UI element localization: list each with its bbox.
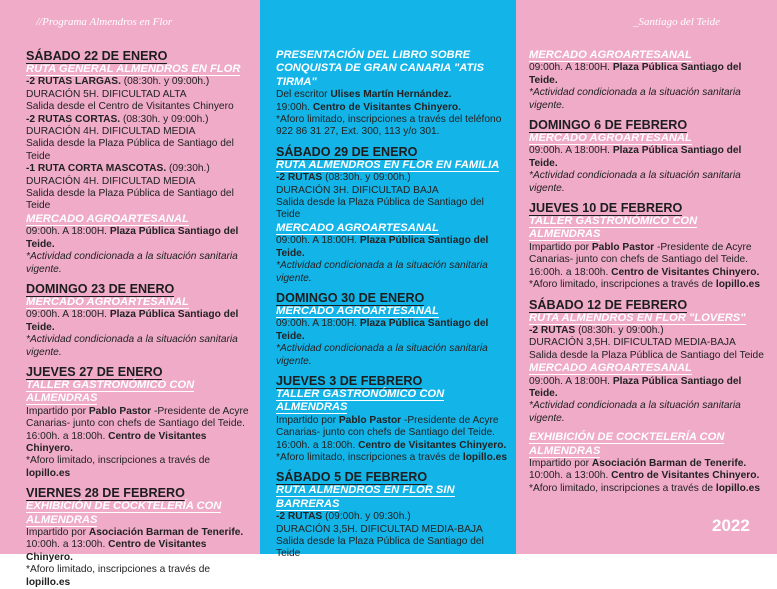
route-duration: DURACIÓN 4H. DIFICULTAD MEDIA — [26, 126, 196, 138]
day-30-enero — [276, 291, 510, 368]
book-presentation — [276, 49, 510, 139]
route-duration: DURACIÓN 4H. DIFICULTAD MEDIA — [26, 175, 196, 187]
event-host: Impartido por Pablo Pastor -Presidente de Acyre Canarias- junto con chefs de Santiago del Teide. — [529, 241, 752, 266]
event-time: 16:00h. a 18:00h. Centro de Visitantes Chinyero. — [26, 430, 207, 454]
event-title: RUTA ALMENDROS EN FLOR "LOVERS" — [529, 311, 746, 324]
event-registration: *Aforo limitado, inscripciones a través de lopillo.es — [26, 455, 211, 479]
event-title: RUTA ALMENDROS EN FLOR EN FAMILIA — [276, 158, 500, 171]
event-host: Impartido por Pablo Pastor -Presidente de Acyre Canarias- junto con chefs de Santiago del Teide. — [276, 414, 499, 439]
column-left — [0, 0, 260, 588]
route-line: -1 RUTA CORTA MASCOTAS. (09:30h.) — [26, 163, 210, 175]
date-heading: JUEVES 3 DE FEBRERO — [276, 373, 423, 388]
event-time: 19:00h. Centro de Visitantes Chinyero. — [276, 101, 461, 113]
market-continued — [529, 49, 771, 112]
day-29-enero — [276, 145, 510, 285]
event-time: 10:00h. a 13:00h. Centro de Visitantes Chinyero. — [26, 539, 207, 563]
cocktail-exhibition — [529, 431, 771, 495]
date-heading: JUEVES 10 DE FEBRERO — [529, 201, 683, 216]
sanitary-note: *Actividad condicionada a la situación sanitaria vigente. — [529, 400, 741, 424]
event-time: 10:00h. a 13:00h. Centro de Visitantes Chinyero. — [529, 470, 760, 482]
route-duration: DURACIÓN 5H. DIFICULTAD ALTA — [26, 88, 187, 100]
event-title: TALLER GASTRONÓMICO CON ALMENDRAS — [276, 387, 445, 414]
route-duration: DURACIÓN 3,5H. DIFICULTAD MEDIA-BAJA — [276, 523, 483, 535]
sanitary-note: *Actividad condicionada a la situación sanitaria vigente. — [276, 260, 488, 284]
day-6-febrero — [529, 118, 771, 195]
day-3-febrero — [276, 374, 510, 464]
event-title: TALLER GASTRONÓMICO CON ALMENDRAS — [529, 215, 698, 241]
column-right — [516, 0, 777, 554]
date-heading: DOMINGO 23 DE ENERO — [26, 281, 175, 296]
market-title: MERCADO AGROARTESANAL — [26, 212, 189, 225]
day-28-febrero — [26, 486, 252, 589]
header-location: _Santiago del Teide — [633, 16, 720, 28]
route-duration: DURACIÓN 3H. DIFICULTAD BAJA — [276, 184, 439, 196]
route-start: Salida desde la Plaza Pública de Santiago del Teide — [26, 138, 234, 162]
event-title: EXHIBICIÓN DE COCKTELERÍA CON ALMENDRAS — [26, 500, 222, 526]
date-heading: DOMINGO 30 DE ENERO — [276, 290, 425, 305]
market-info: 09:00h. A 18:00H. Plaza Pública Santiago del Teide. — [26, 309, 239, 333]
event-time: 16:00h. a 18:00h. Centro de Visitantes Chinyero. — [276, 439, 507, 451]
route-line: -2 RUTAS (08:30h. y 09:00h.) — [529, 324, 664, 336]
event-title: RUTA ALMENDROS EN FLOR SIN BARRERAS — [276, 484, 455, 510]
event-title: PRESENTACIÓN DEL LIBRO SOBRE CONQUISTA DE GRAN CANARIA "ATIS TIRMA" — [276, 49, 484, 88]
date-heading: JUEVES 27 DE ENERO — [26, 364, 163, 379]
date-heading: DOMINGO 6 DE FEBRERO — [529, 118, 688, 133]
event-registration: *Aforo limitado, inscripciones a través de lopillo.es — [26, 564, 211, 588]
date-heading: SÁBADO 22 DE ENERO — [26, 49, 168, 63]
event-title: EXHIBICIÓN DE COCKTELERÍA CON ALMENDRAS — [529, 431, 725, 457]
market-info: 09:00h. A 18:00H. Plaza Pública Santiago del Teide. — [529, 62, 742, 86]
event-registration: *Aforo limitado, inscripciones a través de lopillo.es — [276, 451, 508, 463]
sanitary-note: *Actividad condicionada a la situación sanitaria vigente. — [529, 87, 741, 111]
sanitary-note: *Actividad condicionada a la situación sanitaria vigente. — [276, 343, 488, 367]
market-info: 09:00h. A 18:00H. Plaza Pública Santiago del Teide. — [26, 226, 239, 250]
event-time: 16:00h. a 18:00h. Centro de Visitantes Chinyero. — [529, 266, 760, 278]
event-registration: *Aforo limitado, inscripciones a través del teléfono 922 86 31 27, Ext. 300, 113 y/o 301. — [276, 114, 502, 138]
event-registration: *Aforo limitado, inscripciones a través de lopillo.es — [529, 482, 761, 494]
year-label: 2022 — [712, 516, 750, 535]
market-title: MERCADO AGROARTESANAL — [276, 304, 439, 317]
date-heading: VIERNES 28 DE FEBRERO — [26, 486, 185, 501]
day-12-febrero — [529, 298, 771, 426]
route-line: -2 RUTAS CORTAS. (08:30h. y 09:00h.) — [26, 113, 209, 125]
date-heading: SÁBADO 29 DE ENERO — [276, 144, 418, 159]
route-start: Salida desde la Plaza Pública de Santiago del Teide — [529, 349, 764, 361]
market-info: 09:00h. A 18:00H. Plaza Pública Santiago del Teide. — [276, 235, 489, 259]
header-program-title: //Programa Almendros en Flor — [36, 16, 173, 28]
market-title: MERCADO AGROARTESANAL — [26, 295, 189, 308]
date-heading: SÁBADO 5 DE FEBRERO — [276, 470, 428, 485]
day-22-enero — [26, 49, 252, 276]
route-line: -2 RUTAS (08:30h. y 09:00h.) — [276, 172, 411, 184]
route-start: Salida desde la Plaza Pública de Santiago del Teide — [26, 188, 234, 212]
route-line: -2 RUTAS (09:00h. y 09:30h.) — [276, 511, 411, 523]
event-title: TALLER GASTRONÓMICO CON ALMENDRAS — [26, 378, 195, 405]
sanitary-note: *Actividad condicionada a la situación sanitaria vigente. — [529, 170, 741, 194]
market-title: MERCADO AGROARTESANAL — [529, 49, 692, 61]
event-host: Impartido por Pablo Pastor -Presidente de Acyre Canarias- junto con chefs de Santiago del Teide. — [26, 405, 249, 430]
day-23-enero — [26, 282, 252, 359]
route-start: Salida desde el Centro de Visitantes Chinyero — [26, 101, 234, 113]
sanitary-note: *Actividad condicionada a la situación sanitaria vigente. — [26, 251, 238, 275]
route-line: -2 RUTAS LARGAS. (08:30h. y 09:00h.) — [26, 76, 210, 88]
day-27-enero — [26, 365, 252, 480]
route-start: Salida desde la Plaza Pública de Santiago del Teide — [276, 536, 484, 560]
market-info: 09:00h. A 18:00H. Plaza Pública Santiago del Teide. — [529, 375, 742, 399]
market-info: 09:00h. A 18:00H. Plaza Pública Santiago del Teide. — [276, 318, 489, 342]
day-5-febrero — [276, 470, 510, 560]
column-center — [260, 0, 516, 560]
day-10-febrero — [529, 201, 771, 291]
event-host: Impartido por Asociación Barman de Tenerife. — [26, 527, 244, 538]
market-info: 09:00h. A 18:00H. Plaza Pública Santiago del Teide. — [529, 145, 742, 169]
event-host: Impartido por Asociación Barman de Tenerife. — [529, 457, 747, 469]
event-registration: *Aforo limitado, inscripciones a través de lopillo.es — [529, 279, 761, 291]
market-title: MERCADO AGROARTESANAL — [276, 221, 439, 234]
date-heading: SÁBADO 12 DE FEBRERO — [529, 297, 688, 312]
market-title: MERCADO AGROARTESANAL — [529, 132, 692, 145]
event-title: RUTA GENERAL ALMENDROS EN FLOR — [26, 63, 241, 75]
sanitary-note: *Actividad condicionada a la situación sanitaria vigente. — [26, 334, 238, 358]
route-duration: DURACIÓN 3,5H. DIFICULTAD MEDIA-BAJA — [529, 337, 736, 349]
event-host: Del escritor Ulises Martín Hernández. — [276, 89, 452, 101]
market-title: MERCADO AGROARTESANAL — [529, 362, 692, 375]
route-start: Salida desde la Plaza Pública de Santiago del Teide — [276, 197, 484, 221]
